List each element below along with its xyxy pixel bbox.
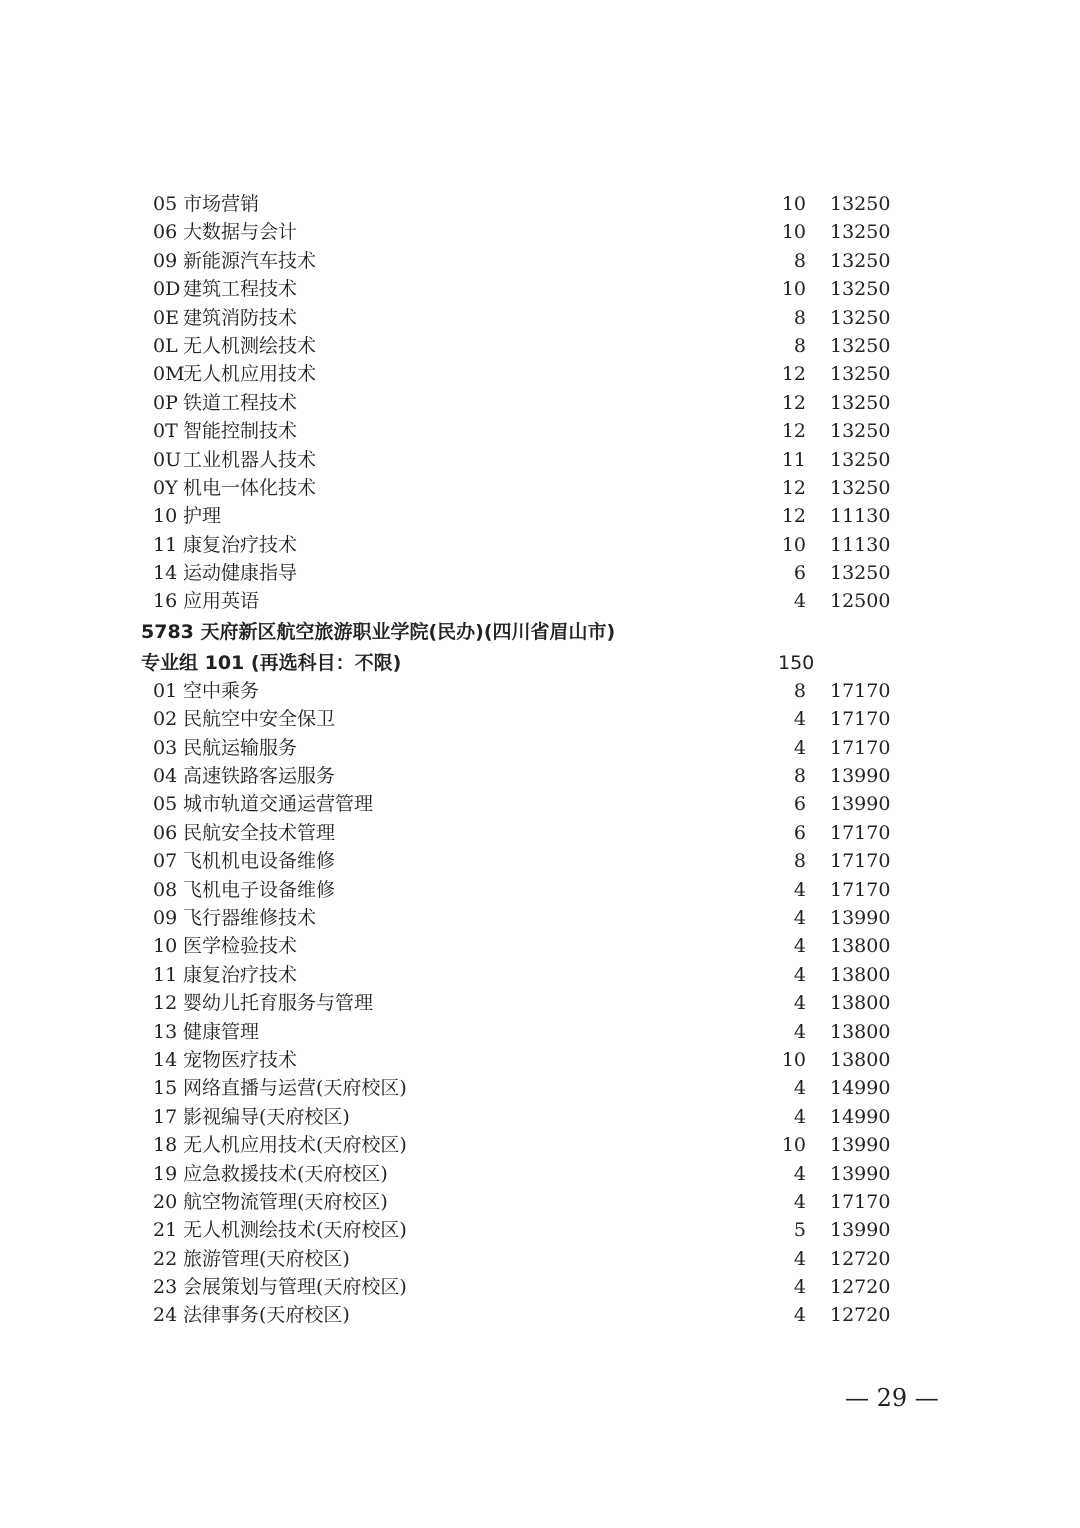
plan-count: 10 — [781, 533, 806, 556]
plan-count: 10 — [781, 1134, 806, 1157]
major-name: 飞机电子设备维修 — [183, 878, 336, 901]
document-body — [0, 190, 1080, 1330]
plan-count: 4 — [793, 1020, 806, 1043]
major-row — [0, 1018, 1080, 1046]
major-name: 民航安全技术管理 — [183, 821, 336, 844]
major-row — [0, 587, 1080, 615]
major-name: 旅游管理(天府校区) — [183, 1247, 350, 1270]
tuition-fee: 13250 — [830, 562, 891, 585]
major-row — [0, 1103, 1080, 1131]
tuition-fee: 12500 — [830, 590, 891, 613]
major-name: 高速铁路客运服务 — [183, 765, 336, 788]
plan-count: 4 — [793, 1162, 806, 1185]
tuition-fee: 13990 — [830, 1219, 891, 1242]
plan-count: 12 — [781, 420, 806, 443]
plan-count: 6 — [793, 821, 806, 844]
major-name: 空中乘务 — [183, 679, 260, 702]
tuition-fee: 17170 — [830, 736, 891, 759]
plan-count: 4 — [793, 708, 806, 731]
plan-count: 10 — [781, 278, 806, 301]
major-code: 11 — [153, 533, 178, 556]
tuition-fee: 13250 — [830, 249, 891, 272]
tuition-fee: 13800 — [830, 1020, 891, 1043]
major-name: 应急救援技术(天府校区) — [183, 1162, 388, 1185]
major-row — [0, 1188, 1080, 1216]
major-row — [0, 904, 1080, 932]
major-name: 民航空中安全保卫 — [183, 708, 336, 731]
major-row — [0, 1301, 1080, 1329]
major-row — [0, 705, 1080, 733]
plan-count: 4 — [793, 1304, 806, 1327]
major-row — [0, 1245, 1080, 1273]
tuition-fee: 13990 — [830, 906, 891, 929]
major-row — [0, 790, 1080, 818]
tuition-fee: 13250 — [830, 391, 891, 414]
major-row — [0, 961, 1080, 989]
major-code: 23 — [153, 1276, 178, 1299]
major-name: 会展策划与管理(天府校区) — [183, 1276, 407, 1299]
major-code: 15 — [153, 1077, 178, 1100]
major-code: 18 — [153, 1134, 178, 1157]
tuition-fee: 13250 — [830, 306, 891, 329]
tuition-fee: 13250 — [830, 476, 891, 499]
major-row — [0, 474, 1080, 502]
major-code: 24 — [153, 1304, 178, 1327]
plan-count: 4 — [793, 1190, 806, 1213]
major-row — [0, 762, 1080, 790]
tuition-fee: 11130 — [830, 533, 891, 556]
plan-count: 10 — [781, 1048, 806, 1071]
major-row — [0, 275, 1080, 303]
major-name: 城市轨道交通运营管理 — [183, 793, 374, 816]
plan-count: 8 — [793, 679, 806, 702]
major-row — [0, 847, 1080, 875]
major-code: 0P — [153, 391, 178, 414]
school-heading — [0, 616, 1080, 649]
plan-count: 8 — [793, 765, 806, 788]
major-name: 市场营销 — [183, 193, 260, 215]
major-code: 17 — [153, 1105, 178, 1128]
tuition-fee: 17170 — [830, 679, 891, 702]
major-name: 康复治疗技术 — [183, 533, 298, 556]
plan-count: 4 — [793, 963, 806, 986]
major-row — [0, 876, 1080, 904]
plan-count: 4 — [793, 590, 806, 613]
plan-count: 10 — [781, 193, 806, 215]
major-name: 康复治疗技术 — [183, 963, 298, 986]
major-name: 无人机测绘技术(天府校区) — [183, 1219, 407, 1242]
major-name: 无人机测绘技术 — [183, 334, 317, 357]
major-code: 14 — [153, 562, 178, 585]
major-name: 网络直播与运营(天府校区) — [183, 1077, 407, 1100]
major-row — [0, 360, 1080, 388]
major-name: 法律事务(天府校区) — [183, 1304, 350, 1327]
major-code: 14 — [153, 1048, 178, 1071]
tuition-fee: 13800 — [830, 992, 891, 1015]
plan-count: 4 — [793, 906, 806, 929]
major-code: 06 — [153, 821, 178, 844]
tuition-fee: 17170 — [830, 850, 891, 873]
tuition-fee: 13250 — [830, 448, 891, 471]
tuition-fee: 13990 — [830, 1134, 891, 1157]
major-name: 影视编导(天府校区) — [183, 1105, 350, 1128]
plan-count: 12 — [781, 476, 806, 499]
major-code: 04 — [153, 765, 178, 788]
tuition-fee: 12720 — [830, 1304, 891, 1327]
tuition-fee: 13990 — [830, 1162, 891, 1185]
tuition-fee: 14990 — [830, 1105, 891, 1128]
tuition-fee: 11130 — [830, 505, 891, 528]
plan-count: 4 — [793, 878, 806, 901]
school-title: 5783 天府新区航空旅游职业学院(民办)(四川省眉山市) — [141, 620, 616, 643]
tuition-fee: 13250 — [830, 363, 891, 386]
plan-count: 4 — [793, 736, 806, 759]
major-code: 19 — [153, 1162, 178, 1185]
major-name: 应用英语 — [183, 590, 260, 613]
plan-count: 4 — [793, 1077, 806, 1100]
major-code: 01 — [153, 679, 178, 702]
major-name: 无人机应用技术(天府校区) — [183, 1134, 407, 1157]
major-row — [0, 417, 1080, 445]
major-name: 机电一体化技术 — [183, 476, 317, 499]
major-code: 0M — [153, 363, 185, 386]
tuition-fee: 13990 — [830, 765, 891, 788]
major-code: 0U — [153, 448, 182, 471]
major-code: 20 — [153, 1190, 178, 1213]
major-row — [0, 332, 1080, 360]
tuition-fee: 13250 — [830, 193, 891, 215]
major-name: 铁道工程技术 — [183, 391, 298, 414]
plan-count: 4 — [793, 992, 806, 1015]
major-code: 16 — [153, 590, 178, 613]
plan-count: 11 — [781, 448, 806, 471]
major-code: 03 — [153, 736, 178, 759]
tuition-fee: 13800 — [830, 963, 891, 986]
major-code: 09 — [153, 249, 178, 272]
major-code: 0L — [153, 334, 178, 357]
page-number: — 29 — — [845, 1384, 939, 1412]
plan-count: 4 — [793, 1276, 806, 1299]
major-code: 22 — [153, 1247, 178, 1270]
major-name: 飞行器维修技术 — [183, 906, 317, 929]
major-name: 运动健康指导 — [183, 562, 298, 585]
tuition-fee: 13800 — [830, 935, 891, 958]
plan-count: 8 — [793, 334, 806, 357]
major-code: 07 — [153, 850, 178, 873]
major-group-plan: 150 — [778, 651, 815, 674]
major-code: 12 — [153, 992, 178, 1015]
major-name: 医学检验技术 — [183, 935, 298, 958]
major-row — [0, 502, 1080, 530]
major-name: 无人机应用技术 — [183, 363, 317, 386]
plan-count: 4 — [793, 935, 806, 958]
major-name: 新能源汽车技术 — [183, 249, 317, 272]
plan-count: 6 — [793, 562, 806, 585]
major-row — [0, 989, 1080, 1017]
major-code: 0T — [153, 420, 178, 443]
major-row — [0, 932, 1080, 960]
major-name: 建筑消防技术 — [183, 306, 298, 329]
major-row — [0, 677, 1080, 705]
major-row — [0, 218, 1080, 246]
major-name: 健康管理 — [183, 1020, 260, 1043]
plan-count: 4 — [793, 1247, 806, 1270]
major-row — [0, 1160, 1080, 1188]
major-name: 飞机机电设备维修 — [183, 850, 336, 873]
major-code: 09 — [153, 906, 178, 929]
major-row — [0, 1046, 1080, 1074]
plan-count: 12 — [781, 391, 806, 414]
plan-count: 6 — [793, 793, 806, 816]
major-row — [0, 1074, 1080, 1102]
major-group-name: 专业组 101 (再选科目：不限) — [141, 651, 402, 674]
major-name: 建筑工程技术 — [183, 278, 298, 301]
major-name: 婴幼儿托育服务与管理 — [183, 992, 374, 1015]
major-code: 05 — [153, 793, 178, 816]
major-group-heading — [0, 649, 1080, 677]
plan-count: 10 — [781, 221, 806, 244]
major-row — [0, 559, 1080, 587]
tuition-fee: 14990 — [830, 1077, 891, 1100]
major-code: 02 — [153, 708, 178, 731]
tuition-fee: 17170 — [830, 708, 891, 731]
major-list-current-school — [0, 677, 1080, 1330]
major-code: 10 — [153, 505, 178, 528]
major-row — [0, 1216, 1080, 1244]
major-code: 11 — [153, 963, 178, 986]
major-code: 13 — [153, 1020, 178, 1043]
major-name: 大数据与会计 — [183, 221, 298, 244]
major-row — [0, 819, 1080, 847]
major-row — [0, 304, 1080, 332]
major-row — [0, 446, 1080, 474]
major-row — [0, 1273, 1080, 1301]
major-name: 工业机器人技术 — [183, 448, 317, 471]
tuition-fee: 13250 — [830, 334, 891, 357]
plan-count: 12 — [781, 505, 806, 528]
major-name: 宠物医疗技术 — [183, 1048, 298, 1071]
plan-count: 4 — [793, 1105, 806, 1128]
tuition-fee: 13250 — [830, 278, 891, 301]
tuition-fee: 17170 — [830, 821, 891, 844]
major-code: 06 — [153, 221, 178, 244]
tuition-fee: 17170 — [830, 1190, 891, 1213]
major-code: 0E — [153, 306, 179, 329]
major-code: 0Y — [153, 476, 178, 499]
major-name: 航空物流管理(天府校区) — [183, 1190, 388, 1213]
tuition-fee: 17170 — [830, 878, 891, 901]
major-code: 0D — [153, 278, 181, 301]
major-row — [0, 734, 1080, 762]
tuition-fee: 13250 — [830, 420, 891, 443]
major-name: 民航运输服务 — [183, 736, 298, 759]
major-code: 10 — [153, 935, 178, 958]
major-name: 护理 — [183, 505, 222, 528]
plan-count: 5 — [793, 1219, 806, 1242]
major-row — [0, 1131, 1080, 1159]
major-code: 21 — [153, 1219, 178, 1242]
tuition-fee: 12720 — [830, 1247, 891, 1270]
tuition-fee: 13990 — [830, 793, 891, 816]
plan-count: 8 — [793, 249, 806, 272]
plan-count: 8 — [793, 306, 806, 329]
major-list-previous-school — [0, 190, 1080, 616]
plan-count: 8 — [793, 850, 806, 873]
major-name: 智能控制技术 — [183, 420, 298, 443]
major-row — [0, 531, 1080, 559]
major-row — [0, 190, 1080, 218]
tuition-fee: 13250 — [830, 221, 891, 244]
tuition-fee: 12720 — [830, 1276, 891, 1299]
major-code: 05 — [153, 193, 178, 215]
major-row — [0, 389, 1080, 417]
major-row — [0, 247, 1080, 275]
tuition-fee: 13800 — [830, 1048, 891, 1071]
major-code: 08 — [153, 878, 178, 901]
plan-count: 12 — [781, 363, 806, 386]
